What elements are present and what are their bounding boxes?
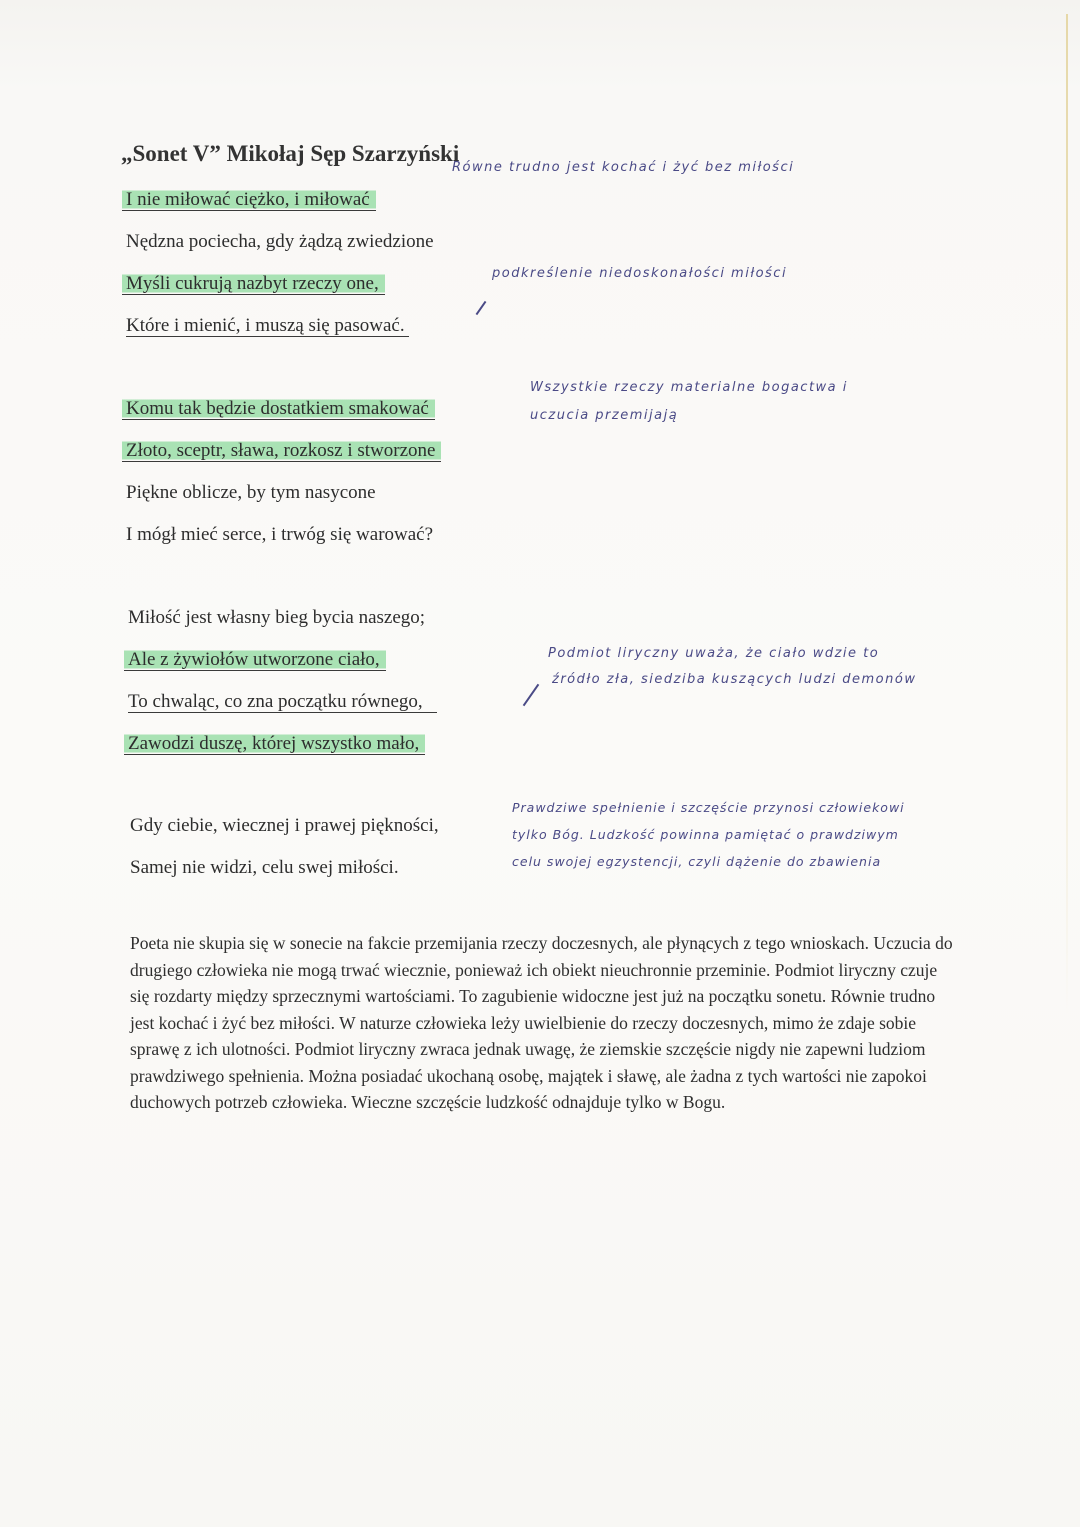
verse-line	[126, 313, 409, 339]
handwritten-note: Równe trudno jest kochać i żyć bez miłości	[452, 160, 795, 175]
highlighted-text: Ale z żywiołów utworzone ciało,	[124, 649, 386, 671]
highlighted-text: Myśli cukrują nazbyt rzeczy one,	[122, 273, 385, 295]
verse-line: Nędzna pociecha, gdy żądzą zwiedzione	[126, 231, 434, 252]
underlined-text: Które i mienić, i muszą się pasować.	[126, 315, 409, 337]
highlighted-text: Złoto, sceptr, sława, rozkosz i stworzone	[122, 440, 441, 462]
verse-line	[128, 647, 386, 673]
verse-line	[126, 271, 385, 297]
verse-line: Samej nie widzi, celu swej miłości.	[130, 857, 399, 878]
underlined-text: To chwaląc, co zna początku równego,	[128, 691, 437, 713]
verse-line	[126, 187, 376, 213]
highlighted-text: Zawodzi duszę, której wszystko mało,	[124, 733, 425, 755]
handwritten-note: Prawdziwe spełnienie i szczęście przynosi człowiekowi	[512, 800, 905, 815]
pointer-stroke	[523, 684, 540, 706]
handwritten-note: podkreślenie niedoskonałości miłości	[492, 266, 788, 281]
analysis-paragraph: Poeta nie skupia się w sonecie na fakcie przemijania rzeczy doczesnych, ale płynących z tego wnioskach. Uczucia do drugiego człowieka nie mogą trwać wiecznie, ponieważ ich obiekt nieuchronnie przeminie. Podmiot liryczny czuje się rozdarty między sprzecznymi wartościami. To zagubienie widoczne jest już na początku sonetu. Równie trudno jest kochać i żyć bez miłości. W naturze człowieka leży uwielbienie do rzeczy doczesnych, mimo że zdaje sobie sprawę z ich ulotności. Podmiot liryczny zwraca jednak uwagę, że ziemskie szczęście nigdy nie zapewni ludziom prawdziwego spełnienia. Można posiadać ukochaną osobę, majątek i sławę, ale żadna z tych wartości nie zapokoi duchowych potrzeb człowieka. Wieczne szczęście ludzkość odnajduje tylko w Bogu.	[130, 933, 953, 1112]
handwritten-note: tylko Bóg. Ludzkość powinna pamiętać o prawdziwym	[512, 827, 899, 842]
verse-line	[126, 396, 435, 422]
handwritten-note: celu swojej egzystencji, czyli dążenie do zbawienia	[512, 854, 882, 869]
handwritten-note: Wszystkie rzeczy materialne bogactwa i	[530, 380, 848, 395]
handwritten-note: uczucia przemijają	[530, 408, 679, 423]
verse-line	[126, 438, 441, 464]
poem-title: „Sonet V” Mikołaj Sęp Szarzyński	[121, 141, 460, 166]
handwritten-note: źródło zła, siedziba kuszących ludzi demonów	[552, 672, 917, 687]
highlighted-text: Komu tak będzie dostatkiem smakować	[122, 398, 435, 420]
verse-line	[128, 731, 425, 757]
verse-line: Miłość jest własny bieg bycia naszego;	[128, 607, 426, 628]
highlighted-text: I nie miłować ciężko, i miłować	[122, 189, 376, 211]
verse-line: Gdy ciebie, wiecznej i prawej piękności,	[130, 815, 439, 836]
handwritten-note: Podmiot liryczny uważa, że ciało wdzie to	[548, 646, 880, 661]
verse-line	[128, 689, 437, 715]
pointer-stroke	[476, 301, 487, 315]
verse-line: Piękne oblicze, by tym nasycone	[126, 482, 376, 503]
page-edge-mark	[1066, 14, 1068, 1014]
verse-line: I mógł mieć serce, i trwóg się warować?	[126, 524, 434, 545]
